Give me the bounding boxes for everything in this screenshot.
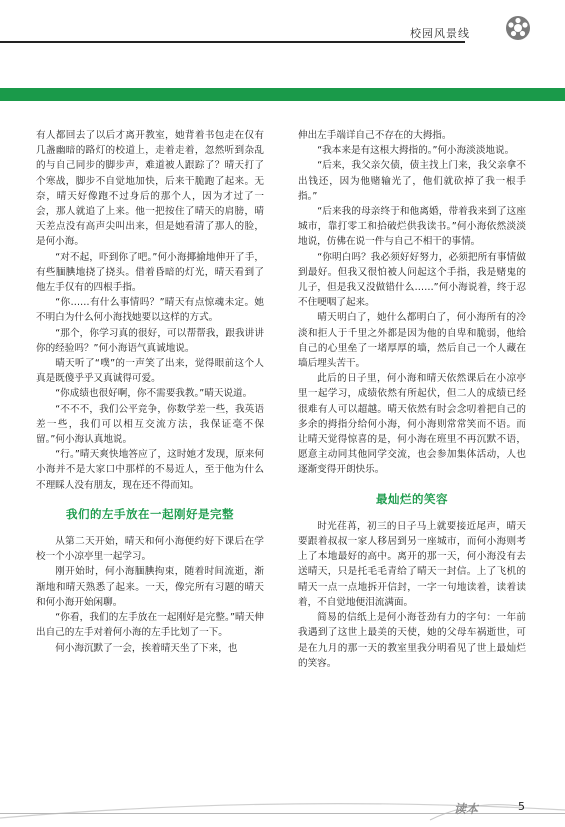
paragraph: “你明白吗？我必须好好努力，必须把所有事情做到最好。但我又很怕被人问起这个手指，我是赌鬼的儿子，但是我又没做错什么……”何小海说着，终于忍不住哽咽了起来。 <box>298 251 526 309</box>
paragraph: “你成绩也很好啊，你不需要我教。”晴天说道。 <box>55 388 253 400</box>
paragraph: “后来我的母亲终于和他离婚，带着我来到了这座城市，靠打零工和拾破烂供我读书。”何小海依然淡淡地说，仿佛在说一件与自己不相干的事情。 <box>298 206 526 248</box>
header-accent-bar <box>0 88 565 101</box>
paragraph: “对不起，吓到你了吧。”何小海揶揄地伸开了手，有些腼腆地挠了挠头。借着昏暗的灯光，晴天看到了他左手仅有的四根手指。 <box>36 251 264 294</box>
section-heading: 我们的左手放在一起刚好是完整 <box>66 506 234 521</box>
section-label: 校园风景线 <box>410 27 470 40</box>
paragraph: 简易的信纸上是何小海苍劲有力的字句：一年前我遇到了这世上最美的天使，她的父母车祸逝世，可是在九月的那一天的教室里我分明看见了世上最灿烂的笑容。 <box>298 612 526 669</box>
page-number: 5 <box>518 800 525 813</box>
footer-decoration <box>0 780 565 827</box>
section-heading: 最灿烂的笑容 <box>376 491 448 506</box>
paragraph: 刚开始时，何小海腼腆拘束，随着时间流逝，渐渐地和晴天熟悉了起来。一天，像完所有习题的晴天和何小海开始闲聊。 <box>36 566 264 608</box>
paragraph: 有人都回去了以后才离开教室，她背着书包走在仅有几盏幽暗的路灯的校道上，走着走着，忽然听到杂乱的与自己同步的脚步声，难道被人跟踪了？晴天打了个寒战，脚步不自觉地加快，后来干脆跑了起来。无奈，晴天好像跑不过身后的那个人，因为才过了一会，那人就追了上来。他一把按住了晴天的肩膀，晴天差点没有高声尖叫出来，但是她看清了那人的脸，是何小海。 <box>36 130 264 248</box>
paragraph: “你看，我们的左手放在一起刚好是完整。”晴天伸出自己的左手对着何小海的左手比划了一下。 <box>36 612 264 639</box>
paragraph: 晴天听了“噗”的一声笑了出来，觉得眼前这个人真是既傻乎乎又真诚得可爱。 <box>36 358 264 385</box>
paragraph: “不不不，我们公平竞争，你数学差一些，我英语差一些，我们可以相互交流方法，我保证毫不保留。”何小海认真地说。 <box>36 403 264 446</box>
paragraph: 何小海沉默了一会，挨着晴天坐了下来，也 <box>55 642 238 654</box>
magazine-logo: 读本 <box>454 802 479 816</box>
paragraph: “我本来是有这根大拇指的。”何小海淡淡地说。 <box>317 145 515 157</box>
paragraph: “那个，你学习真的很好，可以帮帮我，跟我讲讲你的经验吗？”何小海语气真诚地说。 <box>36 327 264 354</box>
paragraph: “你……有什么事情吗？”晴天有点惊魂未定。她不明白为什么何小海找她要以这样的方式。 <box>36 297 264 324</box>
paragraph: “后来，我父亲欠债，债主找上门来，我父亲拿不出钱还，因为他赌输光了，他们就砍掉了我一根手指。” <box>298 160 526 202</box>
paragraph: 时光荏苒，初三的日子马上就要接近尾声，晴天要跟着叔叔一家人移居到另一座城市，而何小海则考上了本地最好的高中。离开的那一天，何小海没有去送晴天，只是托毛毛青给了晴天一封信。上了飞机的晴天一点一点地拆开信封，一字一句地读着，读着读着，不自觉地便泪流满面。 <box>298 520 526 608</box>
film-reel-icon <box>504 14 532 42</box>
footer-rule <box>0 813 565 814</box>
paragraph: 伸出左手端详自己不存在的大拇指。 <box>298 130 452 141</box>
paragraph: 从第二天开始，晴天和何小海便约好下课后在学校一个小凉亭里一起学习。 <box>36 536 264 563</box>
paragraph: 此后的日子里，何小海和晴天依然课后在小凉亭里一起学习，成绩依然有所起伏，但二人的成绩已经很难有人可以超越。晴天依然有时会念叨着把自己的多余的拇指分给何小海，何小海则常常笑而不语。而让晴天觉得惊喜的是，何小海在班里不再沉默不语，愿意主动同其他同学交流，也会参加集体活动，人也逐渐变得开朗快乐。 <box>298 373 526 476</box>
paragraph: “行。”晴天爽快地答应了，这时她才发现，原来何小海并不是大家口中那样的不易近人，至于他为什么不理睬人没有朋友，现在还不得而知。 <box>36 449 264 491</box>
header-rule <box>0 41 465 43</box>
article-column-left <box>36 128 264 656</box>
article-column-right <box>298 128 526 671</box>
paragraph: 晴天明白了，她什么都明白了，何小海所有的冷淡和拒人于千里之外都是因为他的自卑和脆弱，他给自己的心里垒了一堵厚厚的墙，然后自己一个人藏在墙后埋头苦干。 <box>298 312 526 370</box>
